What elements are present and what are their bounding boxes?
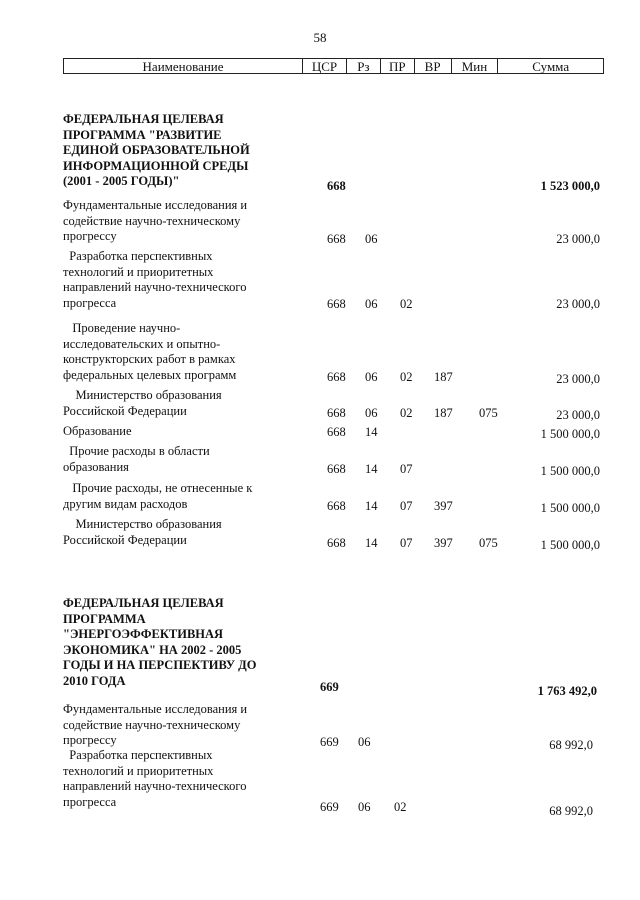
row-name: Образование [63, 424, 132, 438]
row-csr: 668 [327, 536, 346, 550]
row-pr: 07 [400, 462, 413, 476]
row-csr: 668 [327, 406, 346, 420]
row-sum: 23 000,0 [556, 372, 600, 386]
row-csr: 669 [320, 735, 339, 749]
program-sum: 1 763 492,0 [537, 684, 597, 698]
row-csr: 668 [327, 425, 346, 439]
program-sum: 1 523 000,0 [540, 179, 600, 193]
row-rz: 14 [365, 536, 378, 550]
row-sum: 1 500 000,0 [540, 427, 600, 441]
row-rz: 06 [358, 735, 371, 749]
row-rz: 06 [365, 232, 378, 246]
row-pr: 02 [400, 406, 413, 420]
program-title: ФЕДЕРАЛЬНАЯ ЦЕЛЕВАЯ ПРОГРАММА "РАЗВИТИЕ ЕДИНОЙ ОБРАЗОВАТЕЛЬНОЙ ИНФОРМАЦИОННОЙ СРЕДЫ (2001 - 2005 ГОДЫ)" [63, 112, 250, 189]
header-csr: ЦСР [302, 59, 346, 73]
row-pr: 07 [400, 499, 413, 513]
row-sum: 68 992,0 [549, 804, 593, 818]
header-vr: ВР [414, 59, 451, 73]
row-rz: 14 [365, 499, 378, 513]
page-number: 58 [313, 30, 327, 45]
row-name: Фундаментальные исследования и содействие научно-техническому прогрессу [63, 702, 248, 748]
row-pr: 02 [394, 800, 407, 814]
row-sum: 23 000,0 [556, 408, 600, 422]
row-name: Разработка перспективных технологий и приоритетных направлений научно-технического прогресса [63, 748, 247, 809]
row-name: Фундаментальные исследования и содействие научно-техническому прогрессу [63, 198, 248, 244]
row-min: 075 [479, 536, 498, 550]
row-rz: 14 [365, 425, 378, 439]
row-name: Министерство образования Российской Федерации [63, 388, 222, 418]
row-pr: 02 [400, 297, 413, 311]
row-csr: 668 [327, 462, 346, 476]
row-rz: 06 [365, 406, 378, 420]
header-min: Мин [451, 59, 498, 73]
row-rz: 06 [358, 800, 371, 814]
row-csr: 668 [327, 370, 346, 384]
program-csr: 668 [327, 179, 346, 193]
row-csr: 668 [327, 499, 346, 513]
row-sum: 1 500 000,0 [540, 464, 600, 478]
program-csr: 669 [320, 680, 339, 694]
row-rz: 06 [365, 297, 378, 311]
header-pr: ПР [380, 59, 414, 73]
header-rz: Рз [346, 59, 380, 73]
row-name: Проведение научно- исследовательских и опытно- конструкторских работ в рамках федеральных целевых программ [63, 321, 237, 382]
row-sum: 1 500 000,0 [540, 538, 600, 552]
row-sum: 23 000,0 [556, 297, 600, 311]
row-sum: 68 992,0 [549, 738, 593, 752]
row-pr: 02 [400, 370, 413, 384]
row-pr: 07 [400, 536, 413, 550]
row-name: Министерство образования Российской Федерации [63, 517, 222, 547]
row-vr: 187 [434, 370, 453, 384]
row-name: Прочие расходы, не отнесенные к другим видам расходов [63, 481, 253, 511]
row-vr: 187 [434, 406, 453, 420]
row-name: Разработка перспективных технологий и приоритетных направлений научно-технического прогресса [63, 249, 247, 310]
row-sum: 23 000,0 [556, 232, 600, 246]
row-min: 075 [479, 406, 498, 420]
row-vr: 397 [434, 499, 453, 513]
row-name: Прочие расходы в области образования [63, 444, 210, 474]
row-sum: 1 500 000,0 [540, 501, 600, 515]
row-rz: 06 [365, 370, 378, 384]
row-vr: 397 [434, 536, 453, 550]
header-sum: Сумма [497, 59, 603, 73]
row-csr: 669 [320, 800, 339, 814]
header-name: Наименование [142, 59, 224, 74]
table-header [63, 58, 604, 74]
row-csr: 668 [327, 297, 346, 311]
row-csr: 668 [327, 232, 346, 246]
row-rz: 14 [365, 462, 378, 476]
program-title: ФЕДЕРАЛЬНАЯ ЦЕЛЕВАЯ ПРОГРАММА "ЭНЕРГОЭФФЕКТИВНАЯ ЭКОНОМИКА" НА 2002 - 2005 ГОДЫ И НА ПЕРСПЕКТИВУ ДО 2010 ГОДА [63, 596, 257, 688]
